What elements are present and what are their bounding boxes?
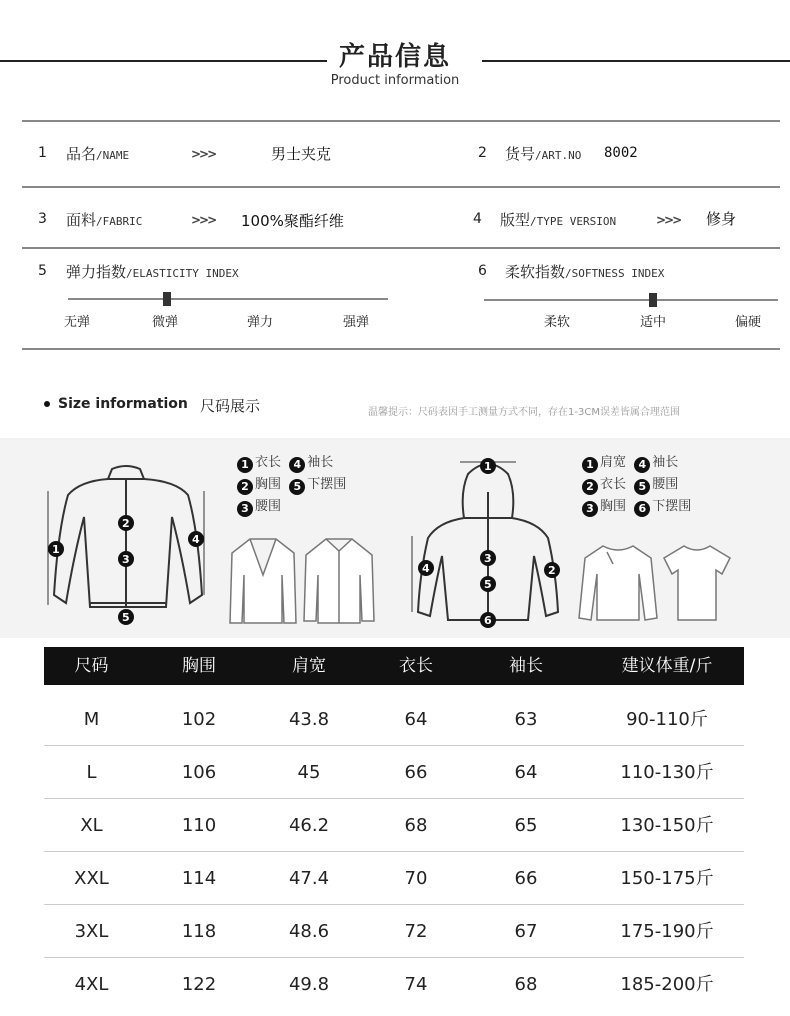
- divider: [22, 247, 780, 249]
- table-cell: 90-110斤: [626, 709, 708, 730]
- col-header: 建议体重/斤: [621, 656, 713, 676]
- elasticity-option: 微弹: [152, 315, 179, 330]
- table-cell: 68: [514, 974, 538, 995]
- number-circle-icon: 3: [237, 501, 253, 517]
- table-cell: 48.6: [288, 921, 330, 942]
- softness-option: 柔软: [544, 315, 571, 330]
- table-cell: 72: [404, 921, 428, 942]
- number-circle-icon: 4: [289, 457, 305, 473]
- table-cell: 68: [404, 815, 428, 836]
- number-circle-icon: 1: [237, 457, 253, 473]
- bullet-icon: [44, 401, 50, 407]
- table-cell: 122: [181, 974, 217, 995]
- legend-right: 1 肩宽 4 袖长 2 衣长 5 腰围 3 胸围 6 下摆围: [582, 452, 691, 518]
- softness-option: 适中: [640, 315, 667, 330]
- table-cell: 66: [514, 868, 538, 889]
- table-cell: 43.8: [288, 709, 330, 730]
- table-cell: 150-175斤: [620, 868, 714, 889]
- row-number: 3: [38, 211, 47, 227]
- version-label: 版型/TYPE VERSION: [500, 211, 617, 229]
- version-value: 修身: [706, 210, 737, 228]
- number-circle-icon: 2: [237, 479, 253, 495]
- elasticity-option: 无弹: [64, 315, 91, 330]
- sweater-icon: [577, 540, 659, 624]
- art-label: 货号/ART.NO: [505, 145, 582, 163]
- softness-scale: [484, 299, 778, 301]
- size-info-title: Size information: [44, 396, 188, 412]
- table-row: [44, 849, 744, 902]
- table-cell: 102: [181, 709, 217, 730]
- table-cell: M: [83, 709, 100, 730]
- svg-text:4: 4: [422, 562, 430, 575]
- svg-text:6: 6: [484, 614, 492, 627]
- table-cell: 175-190斤: [620, 921, 714, 942]
- table-cell: 46.2: [288, 815, 330, 836]
- table-cell: 64: [514, 762, 538, 783]
- table-cell: 130-150斤: [620, 815, 714, 836]
- arrows-icon: >>>: [656, 213, 681, 227]
- softness-option: 偏硬: [735, 315, 762, 330]
- table-cell: 110-130斤: [620, 762, 714, 783]
- table-cell: XXL: [74, 868, 109, 889]
- table-cell: 63: [514, 709, 538, 730]
- fabric-value: 100%聚酯纤维: [241, 212, 344, 230]
- table-cell: 65: [514, 815, 538, 836]
- number-circle-icon: 1: [582, 457, 598, 473]
- divider: [22, 120, 780, 122]
- number-circle-icon: 2: [582, 479, 598, 495]
- table-row: [44, 902, 744, 955]
- elasticity-scale: [68, 298, 388, 300]
- page-title: 产品信息: [0, 36, 790, 73]
- svg-text:3: 3: [484, 552, 492, 565]
- shirt-icon: [302, 535, 376, 627]
- table-cell: L: [86, 762, 97, 783]
- divider: [22, 186, 780, 188]
- svg-text:3: 3: [122, 553, 130, 566]
- number-circle-icon: 4: [634, 457, 650, 473]
- table-cell: 185-200斤: [620, 974, 714, 995]
- table-cell: 66: [404, 762, 428, 783]
- softness-marker: [649, 293, 657, 307]
- blazer-icon: [228, 535, 298, 627]
- measurement-tip: 温馨提示：尺码表因手工测量方式不同，存在1-3CM误差皆属合理范围: [368, 407, 680, 418]
- table-row: [44, 690, 744, 743]
- name-label: 品名/NAME: [66, 145, 130, 163]
- size-table-header: [44, 647, 744, 685]
- col-header: 衣长: [399, 656, 433, 676]
- table-cell: 118: [181, 921, 217, 942]
- divider: [22, 348, 780, 350]
- table-cell: 3XL: [74, 921, 109, 942]
- number-circle-icon: 3: [582, 501, 598, 517]
- tshirt-icon: [662, 540, 732, 624]
- elasticity-option: 弹力: [247, 315, 274, 330]
- table-cell: 74: [404, 974, 428, 995]
- fabric-label: 面料/FABRIC: [66, 211, 143, 229]
- number-circle-icon: 5: [289, 479, 305, 495]
- svg-text:4: 4: [192, 533, 200, 546]
- jacket-measurement-diagram: [40, 455, 220, 630]
- table-row: [44, 955, 744, 1008]
- table-cell: 70: [404, 868, 428, 889]
- art-value: 8002: [604, 145, 638, 161]
- svg-text:1: 1: [52, 543, 60, 556]
- table-cell: 67: [514, 921, 538, 942]
- elasticity-label: 弹力指数/ELASTICITY INDEX: [66, 263, 239, 281]
- table-cell: 110: [181, 815, 217, 836]
- arrows-icon: >>>: [191, 147, 216, 161]
- col-header: 袖长: [509, 656, 543, 676]
- softness-label: 柔软指数/SOFTNESS INDEX: [505, 263, 665, 281]
- svg-text:2: 2: [548, 564, 556, 577]
- row-number: 5: [38, 263, 47, 279]
- col-header: 尺码: [74, 656, 109, 676]
- table-cell: 47.4: [288, 868, 330, 889]
- number-circle-icon: 5: [634, 479, 650, 495]
- arrows-icon: >>>: [191, 213, 216, 227]
- table-cell: 4XL: [74, 974, 109, 995]
- table-row: [44, 796, 744, 849]
- table-cell: 45: [297, 762, 321, 783]
- table-cell: 64: [404, 709, 428, 730]
- col-header: 肩宽: [292, 656, 326, 676]
- name-value: 男士夹克: [271, 145, 332, 163]
- row-number: 6: [478, 263, 487, 279]
- row-number: 2: [478, 145, 487, 161]
- table-cell: 49.8: [288, 974, 330, 995]
- row-number: 4: [473, 211, 482, 227]
- col-header: 胸围: [182, 656, 216, 676]
- row-number: 1: [38, 145, 47, 161]
- size-info-title-cn: 尺码展示: [200, 397, 261, 415]
- number-circle-icon: 6: [634, 501, 650, 517]
- elasticity-marker: [163, 292, 171, 306]
- svg-text:5: 5: [122, 611, 130, 624]
- table-cell: XL: [80, 815, 103, 836]
- table-cell: 106: [181, 762, 217, 783]
- page-subtitle: Product information: [330, 73, 460, 88]
- svg-text:2: 2: [122, 517, 130, 530]
- table-row: [44, 743, 744, 796]
- table-cell: 114: [181, 868, 217, 889]
- svg-text:1: 1: [484, 460, 492, 473]
- hoodie-measurement-diagram: [408, 452, 568, 632]
- elasticity-option: 强弹: [343, 315, 370, 330]
- legend-left: 1 衣长 4 袖长 2 胸围 5 下摆围 3 腰围: [237, 452, 346, 518]
- svg-text:5: 5: [484, 578, 492, 591]
